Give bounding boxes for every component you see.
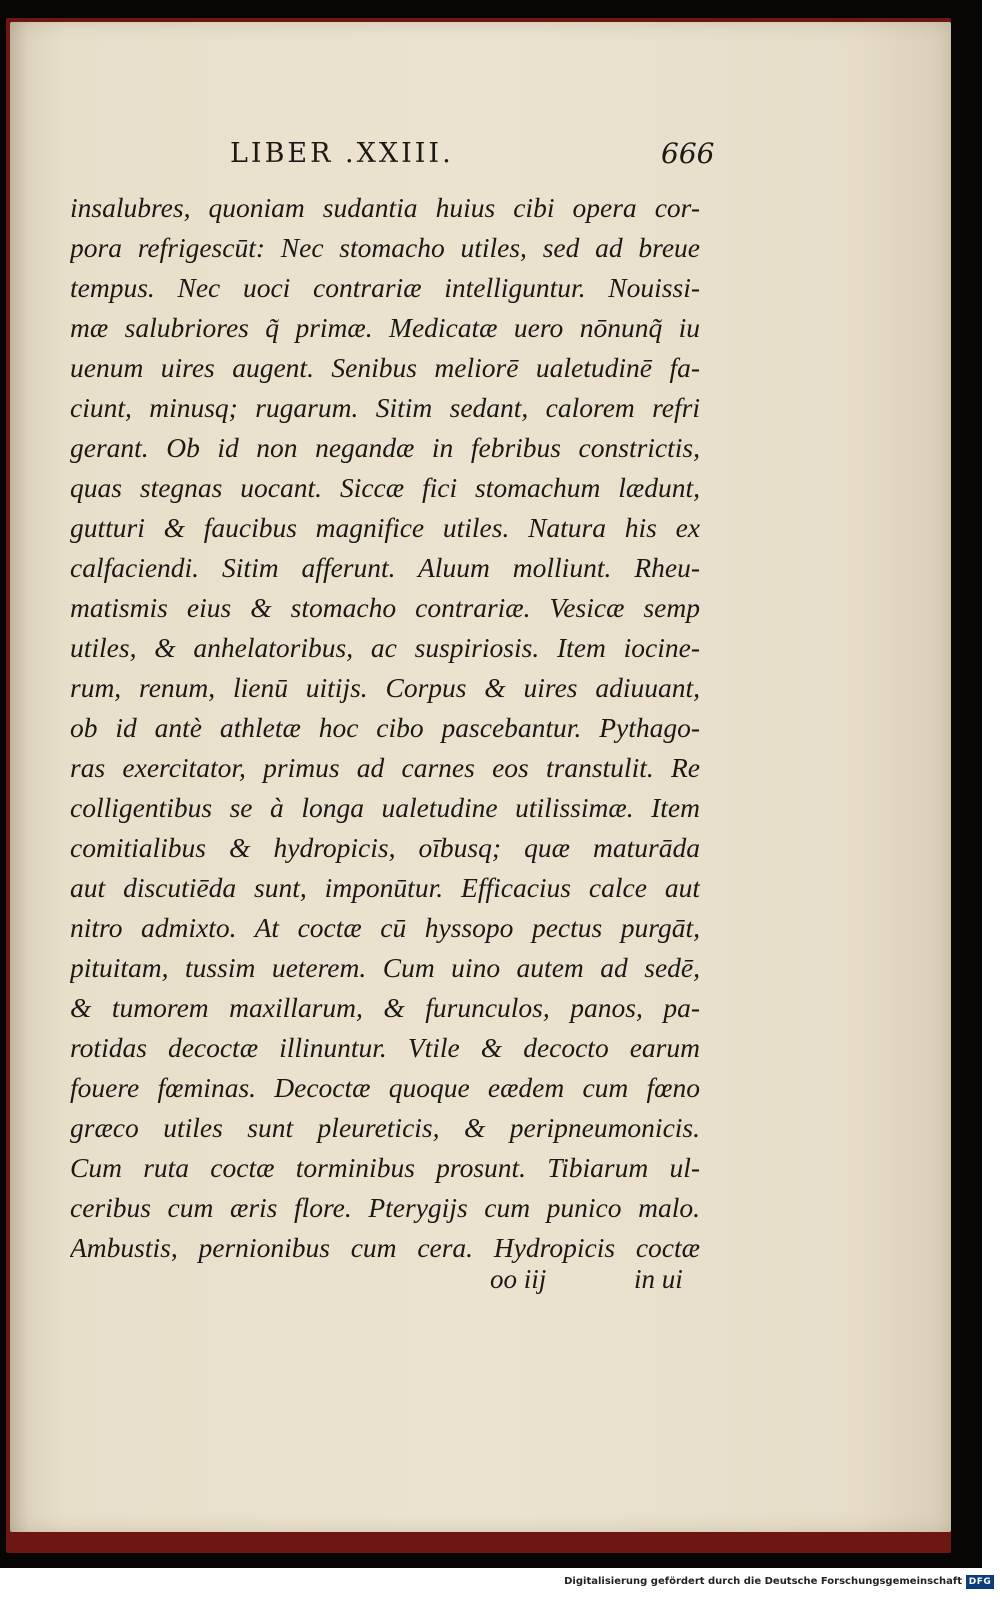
- catchword: in ui: [634, 1264, 683, 1294]
- text-line: uenum uires augent. Senibus meliorē ualetudinē fa-: [70, 352, 700, 383]
- text-line: quas stegnas uocant. Siccæ fici stomachum lædunt,: [70, 472, 700, 503]
- text-line: nitro admixto. At coctæ cū hyssopo pectus purgāt,: [70, 912, 700, 943]
- text-line: fouere fœminas. Decoctæ quoque eædem cum fœno: [70, 1072, 700, 1103]
- text-line: matismis eius & stomacho contrariæ. Vesicæ semp: [70, 592, 700, 623]
- text-line: gerant. Ob id non negandæ in febribus constrictis,: [70, 432, 700, 463]
- text-line: & tumorem maxillarum, & furunculos, panos, pa-: [70, 992, 700, 1023]
- credit-bar: [0, 1568, 1000, 1600]
- signature-mark: oo iij: [490, 1264, 547, 1294]
- text-line: colligentibus se à longa ualetudine utilissimæ. Item: [70, 792, 700, 823]
- text-line: græco utiles sunt pleureticis, & peripneumonicis.: [70, 1112, 700, 1143]
- text-line: rotidas decoctæ illinuntur. Vtile & decocto earum: [70, 1032, 700, 1063]
- text-line: aut discutiēda sunt, imponūtur. Efficacius calce aut: [70, 872, 700, 903]
- text-line: rum, renum, lienū uitijs. Corpus & uires adiuuant,: [70, 672, 700, 703]
- text-line: tempus. Nec uoci contrariæ intelliguntur. Nouissi-: [70, 272, 700, 303]
- text-line: insalubres, quoniam sudantia huius cibi opera cor-: [70, 192, 700, 223]
- text-line: Ambustis, pernionibus cum cera. Hydropicis coctæ: [70, 1232, 700, 1263]
- credit-text: Digitalisierung gefördert durch die Deutsche Forschungsgemeinschaft: [564, 1576, 962, 1587]
- text-line: ras exercitator, primus ad carnes eos transtulit. Re: [70, 752, 700, 783]
- text-line: calfaciendi. Sitim afferunt. Aluum molliunt. Rheu-: [70, 552, 700, 583]
- text-line: Cum ruta coctæ torminibus prosunt. Tibiarum ul-: [70, 1152, 700, 1183]
- text-line: gutturi & faucibus magnifice utiles. Natura his ex: [70, 512, 700, 543]
- text-line: utiles, & anhelatoribus, ac suspiriosis. Item iocine-: [70, 632, 700, 663]
- text-line: pora refrigescūt: Nec stomacho utiles, sed ad breue: [70, 232, 700, 263]
- text-line: ceribus cum æris flore. Pterygijs cum punico malo.: [70, 1192, 700, 1223]
- text-line: ciunt, minusq; rugarum. Sitim sedant, calorem refri: [70, 392, 700, 423]
- text-line: mæ salubriores q̃ primæ. Medicatæ uero nōnunq̃ iu: [70, 312, 700, 343]
- text-line: ob id antè athletæ hoc cibo pascebantur. Pythago-: [70, 712, 700, 743]
- dfg-logo-icon: DFG: [966, 1575, 994, 1589]
- running-head: LIBER .XXIII.: [230, 138, 454, 169]
- text-block: [70, 188, 700, 1268]
- folio-number: 666: [661, 137, 715, 170]
- text-line: comitialibus & hydropicis, oībusq; quæ maturāda: [70, 832, 700, 863]
- text-line: pituitam, tussim ueterem. Cum uino autem ad sedē,: [70, 952, 700, 983]
